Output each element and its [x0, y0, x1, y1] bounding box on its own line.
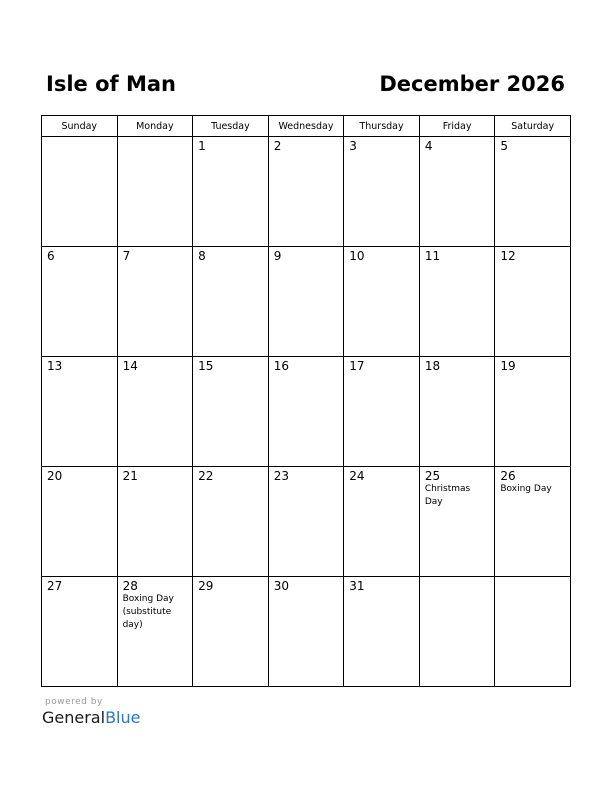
day-cell	[42, 467, 118, 577]
day-number: 7	[122, 249, 131, 263]
day-cell	[42, 247, 118, 357]
day-number: 23	[273, 469, 289, 483]
day-cell	[42, 577, 118, 687]
day-cell	[495, 467, 571, 577]
day-cell	[344, 467, 420, 577]
day-number: 21	[122, 469, 138, 483]
day-cell	[193, 247, 269, 357]
day-number: 26	[500, 469, 516, 483]
day-number: 1	[198, 139, 206, 153]
powered-by-text: powered by	[45, 697, 103, 707]
day-number: 24	[349, 469, 365, 483]
day-cell	[193, 357, 269, 467]
day-number: 28	[122, 579, 138, 593]
day-number: 29	[198, 579, 214, 593]
day-number: 27	[47, 579, 63, 593]
day-number: 22	[198, 469, 214, 483]
day-cell	[419, 357, 495, 467]
day-cell	[419, 467, 495, 577]
day-number: 16	[273, 359, 289, 373]
calendar-grid	[41, 115, 571, 687]
day-cell	[268, 137, 344, 247]
day-number: 11	[424, 249, 441, 263]
day-number: 10	[349, 249, 365, 263]
brand-general: General	[42, 708, 106, 727]
day-number: 9	[273, 249, 282, 263]
weekday-saturday: Saturday	[495, 116, 571, 137]
day-cell	[193, 577, 269, 687]
day-cell	[268, 577, 344, 687]
day-number: 8	[198, 249, 206, 263]
weekday-header-row	[42, 116, 571, 137]
day-cell	[42, 357, 118, 467]
day-cell	[495, 577, 571, 687]
weekday-sunday: Sunday	[42, 116, 118, 137]
month-year-title: December 2026	[379, 72, 565, 96]
week-row	[42, 357, 571, 467]
day-number: 30	[273, 579, 289, 593]
day-cell	[193, 467, 269, 577]
day-number: 6	[47, 249, 55, 263]
holiday-label: Boxing Day	[500, 484, 552, 494]
day-number: 14	[122, 359, 138, 373]
day-number: 13	[47, 359, 63, 373]
weekday-thursday: Thursday	[344, 116, 420, 137]
day-number: 12	[500, 249, 516, 263]
day-cell	[344, 577, 420, 687]
holiday-label: Boxing Day (substitute day)	[122, 594, 174, 630]
generalblue-logo	[42, 708, 140, 728]
day-cell	[495, 357, 571, 467]
day-cell	[268, 467, 344, 577]
brand-blue: Blue	[105, 708, 141, 727]
day-number: 20	[47, 469, 63, 483]
day-number: 4	[424, 139, 433, 153]
day-cell	[117, 137, 193, 247]
day-number: 15	[198, 359, 214, 373]
weekday-monday: Monday	[117, 116, 193, 137]
week-row	[42, 137, 571, 247]
week-row	[42, 577, 571, 687]
day-cell	[268, 357, 344, 467]
week-row	[42, 467, 571, 577]
weekday-friday: Friday	[419, 116, 495, 137]
day-cell	[344, 247, 420, 357]
weekday-tuesday: Tuesday	[193, 116, 269, 137]
day-number: 25	[424, 469, 441, 483]
day-number: 19	[500, 359, 516, 373]
day-number: 18	[424, 359, 441, 373]
day-cell	[419, 137, 495, 247]
day-cell	[193, 137, 269, 247]
day-cell	[495, 247, 571, 357]
day-cell	[419, 247, 495, 357]
day-number: 31	[349, 579, 365, 593]
day-cell	[268, 247, 344, 357]
region-title: Isle of Man	[46, 72, 176, 96]
day-number: 5	[500, 139, 509, 153]
day-number: 17	[349, 359, 365, 373]
holiday-label: Christmas Day	[424, 484, 471, 507]
day-cell	[495, 137, 571, 247]
day-cell	[42, 137, 118, 247]
day-cell	[419, 577, 495, 687]
day-cell	[344, 357, 420, 467]
day-cell	[117, 577, 193, 687]
week-row	[42, 247, 571, 357]
weekday-wednesday: Wednesday	[268, 116, 344, 137]
day-number: 2	[273, 139, 282, 153]
day-cell	[117, 247, 193, 357]
day-cell	[117, 467, 193, 577]
day-cell	[344, 137, 420, 247]
day-cell	[117, 357, 193, 467]
day-number: 3	[349, 139, 357, 153]
calendar-body	[42, 137, 571, 687]
